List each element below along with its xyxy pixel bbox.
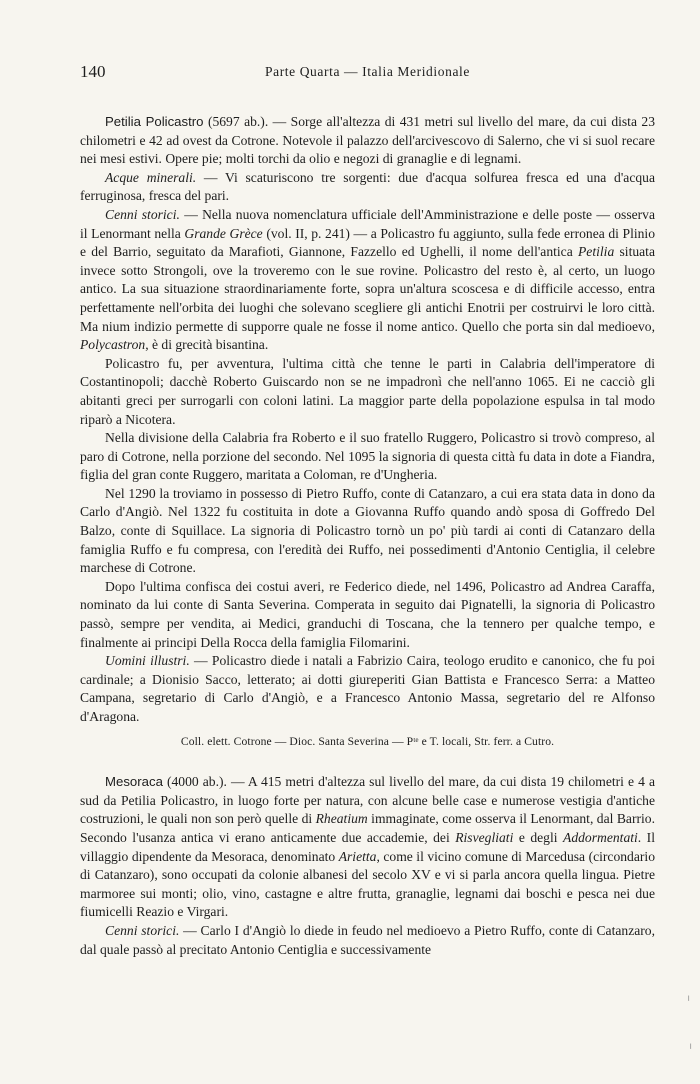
section-label: Uomini illustri. — [105, 653, 190, 669]
entry-title-mesoraca: Mesoraca — [105, 774, 163, 790]
page-header — [80, 62, 655, 82]
petilia-paragraph: Policastro fu, per avventura, l'ultima città che tenne le parti in Calabria dell'imperatore di Costantinopoli; dacchè Roberto Guiscardo non se ne impadronì che nell'anno 1065. Ei ne cacciò gli abitanti greci per surrogarli con coloni latini. La maggior parte della popolazione espulsa in tal modo riparò a Nicotera. — [80, 355, 655, 427]
petilia-paragraph: Nel 1290 la troviamo in possesso di Pietro Ruffo, conte di Catanzaro, a cui era stata data in dono da Carlo d'Angiò. Nel 1322 fu costituita in dote a Giovanna Ruffo quando andò sposa di Goffredo Del Balzo, conte di Squillace. La signoria di Policastro tornò un po' più tardi ai conti di Catanzaro della famiglia Ruffo e fu compresa, con l'eredità dei Ruffo, nei possedimenti d'Antonio Centiglia, il celebre marchese di Cotrone. — [80, 485, 655, 576]
mesoraca-intro: Mesoraca (4000 ab.). — A 415 metri d'altezza sul livello del mare, da cui dista 19 chilometri e 4 a sud da Petilia Policastro, in luogo forte per natura, con alcune belle case e numerose vestigia d'antiche costruzioni, le quali non son però quelle di Rheatium immaginate, come osserva il Lenormant, dal Barrio. Secondo l'usanza antica vi erano anticamente due accademie, dei Risvegliati e degli Addormentati. Il villaggio dipendente da Mesoraca, denominato Arietta, come il vicino comune di Marcedusa (circondario di Catanzaro), sono occupati da colonie albanesi del secolo XV e vi si parla ancora quella lingua. Pietre marmoree sui monti; olio, vino, castagne e altre frutta, granaglie, legnami dai boschi e pesca nei due fiumicelli Reazio e Virgari. — [80, 774, 655, 920]
margin-mark: ╵ — [686, 996, 692, 1006]
margin-mark: ╵ — [688, 1044, 694, 1054]
section-label: Cenni storici. — [105, 206, 180, 222]
page-body — [80, 113, 655, 959]
petilia-cenni: Cenni storici. — Nella nuova nomenclatura ufficiale dell'Amministrazione e delle poste — osserva il Lenormant nella Grande Grèce (vol. II, p. 241) — a Policastro fu aggiunto, sulla fede erronea di Plinio e del Barrio, seguitato da Marafioti, Giannone, Fazzello ed Ughelli, il nome dell'antica Petilia situata invece sotto Strongoli, ove la troveremo con le sue rovine. Policastro del resto è, al certo, un luogo antico. La sua situazione straordinariamente forte, sopra un'altura scoscesa e di difficile accesso, entra perfettamente nell'orbita dei luoghi che solevano scegliere gli antichi Enotrii per costruirvi le loro città. Ma nium indizio permette di supporre quale ne fosse il nome antico. Quello che porta sin dal medioevo, Polycastron, è di grecità bisantina. — [80, 206, 656, 353]
running-title: Parte Quarta — Italia Meridionale — [265, 64, 470, 79]
section-label: Acque minerali. — [105, 169, 197, 185]
petilia-uomini: Uomini illustri. — Policastro diede i natali a Fabrizio Caira, teologo erudito e canonico, che fu poi cardinale; a Dionisio Sacco, letterato; ai dotti giureperiti Gian Battista e Francesco Serra: a Matteo Campana, segretario di Carlo d'Angiò, e a Francesco Antonio Massa, segretario del re Alfonso d'Aragona. — [80, 653, 655, 724]
petilia-intro: Petilia Policastro (5697 ab.). — Sorge all'altezza di 431 metri sul livello del mare, da cui dista 23 chilometri e 42 ad ovest da Cotrone. Notevole il palazzo dell'arcivescovo di Salerno, che vi si suol recare nei mesi estivi. Opere pie; molti torchi da olio e negozi di granaglie e di legnami. — [80, 114, 656, 167]
section-label: Cenni storici. — [105, 922, 180, 938]
mesoraca-cenni: Cenni storici. — Carlo I d'Angiò lo diede in feudo nel medioevo a Pietro Ruffo, conte di Catanzaro, dal quale passò al precitato Antonio Centiglia e successivamente — [80, 922, 655, 957]
page-number: 140 — [80, 62, 106, 81]
entry-title-petilia: Petilia Policastro — [105, 114, 204, 129]
admin-note: Coll. elett. Cotrone — Dioc. Santa Severina — Pᵗᵉ e T. locali, Str. ferr. a Cutro. — [180, 734, 555, 748]
petilia-acque: Acque minerali. — Vi scaturiscono tre sorgenti: due d'acqua solfurea fresca ed una d'acqua ferruginosa, fresca del pari. — [80, 169, 655, 204]
petilia-paragraph: Nella divisione della Calabria fra Roberto e il suo fratello Ruggero, Policastro si trovò compreso, al paro di Cotrone, nella porzione del secondo. Nel 1095 la signoria di questa città fu data in dote a Fiandra, figlia del gran conte Ruggero, maritata a Coloman, re d'Ungheria. — [80, 430, 655, 483]
petilia-paragraph: Dopo l'ultima confisca dei costui averi, re Federico diede, nel 1496, Policastro ad Andrea Caraffa, nominato da lui conte di Santa Severina. Comperata in seguito dai Pignatelli, la signoria di Policastro passò, sempre per vendita, ai Medici, granduchi di Toscana, che la tennero per qualche tempo, e finalmente ai principi Della Rocca della famiglia Filomarini. — [80, 578, 655, 650]
